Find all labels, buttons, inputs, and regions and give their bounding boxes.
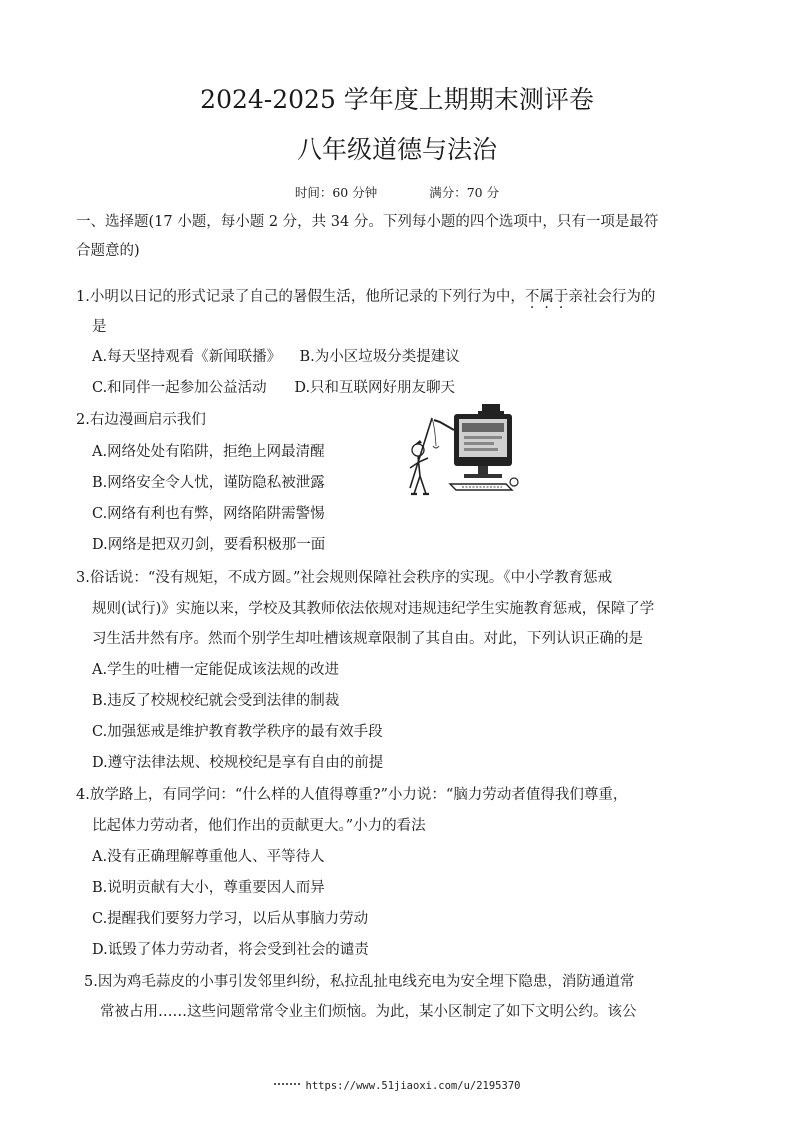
q3-option-d: D.遵守法律法规、校规校纪是享有自由的前提 [92, 755, 384, 771]
q5-stem-line2: 常被占用……这些问题常常令业主们烦恼。为此，某小区制定了如下文明公约。该公 [100, 1004, 637, 1020]
q3-option-c: C.加强惩戒是维护教育教学秩序的最有效手段 [92, 724, 383, 740]
q3-option-b: B.违反了校规校纪就会受到法律的制裁 [92, 693, 340, 709]
section-heading-line2: 合题意的) [76, 243, 140, 259]
exam-meta [0, 183, 794, 201]
q3-option-a: A.学生的吐槽一定能促成该法规的改进 [92, 662, 340, 678]
q3-stem-line2: 规则(试行)》实施以来，学校及其教师依法依规对违规违纪学生实施教育惩戒，保障了学 [92, 601, 655, 617]
q1-stem [76, 287, 655, 307]
exam-title: 2024-2025 学年度上期期末测评卷 [200, 85, 594, 114]
q2-option-b: B.网络安全令人忧，谨防隐私被泄露 [92, 475, 325, 491]
q1-stem-cont: 是 [92, 319, 107, 335]
cartoon-illustration [402, 398, 524, 498]
q2-stem: 2.右边漫画启示我们 [76, 412, 206, 428]
q4-stem-line1: 4.放学路上，有同学问：“什么样的人值得尊重?”小力说：“脑力劳动者值得我们尊重， [76, 787, 628, 803]
q4-option-a: A.没有正确理解尊重他人、平等待人 [92, 849, 325, 865]
q5-stem-line1: 5.因为鸡毛蒜皮的小事引发邻里纠纷，私拉乱扯电线充电为安全埋下隐患，消防通道常 [84, 974, 635, 990]
full-score: 满分：70 分 [429, 185, 500, 200]
q3-stem-line3: 习生活井然有序。然而个别学生却吐槽该规章限制了其自由。对此，下列认识正确的是 [92, 631, 643, 647]
section-heading-line1: 一、选择题(17 小题，每小题 2 分，共 34 分。下列每小题的四个选项中，只有一项是最符 [76, 214, 659, 230]
q1-emphasis-3: 于 [553, 289, 569, 305]
time-limit: 时间：60 分钟 [294, 185, 378, 200]
q1-emphasis-1: 不 [524, 289, 540, 305]
q1-stem-b: 亲社会行为的 [568, 289, 656, 305]
q2-option-c: C.网络有利也有弊，网络陷阱需警惕 [92, 506, 325, 522]
q3-stem-line1: 3.俗话说：“没有规矩，不成方圆。”社会规则保障社会秩序的实现。《中小学教育惩戒 [76, 570, 613, 586]
footer-url[interactable]: https://www.51jiaoxi.com/u/2195370 [305, 1080, 521, 1092]
q2-option-a: A.网络处处有陷阱，拒绝上网最清醒 [92, 444, 325, 460]
footer-watermark [0, 1080, 794, 1092]
q1-options-ab: A.每天坚持观看《新闻联播》 B.为小区垃圾分类提建议 [92, 349, 460, 365]
q1-options-cd: C.和同伴一起参加公益活动 D.只和互联网好朋友聊天 [92, 380, 456, 396]
q1-stem-a: 1.小明以日记的形式记录了自己的暑假生活，他所记录的下列行为中， [76, 289, 525, 305]
q4-stem-line2: 比起体力劳动者，他们作出的贡献更大。”小力的看法 [92, 818, 426, 834]
watermark-logo-icon [274, 1083, 300, 1090]
q4-option-b: B.说明贡献有大小，尊重要因人而异 [92, 880, 325, 896]
q1-emphasis-2: 属 [539, 289, 554, 305]
exam-subtitle: 八年级道德与法治 [296, 135, 497, 164]
q4-option-c: C.提醒我们要努力学习，以后从事脑力劳动 [92, 911, 369, 927]
q2-option-d: D.网络是把双刃剑，要看积极那一面 [92, 537, 326, 553]
q4-option-d: D.诋毁了体力劳动者，将会受到社会的谴责 [92, 942, 369, 958]
